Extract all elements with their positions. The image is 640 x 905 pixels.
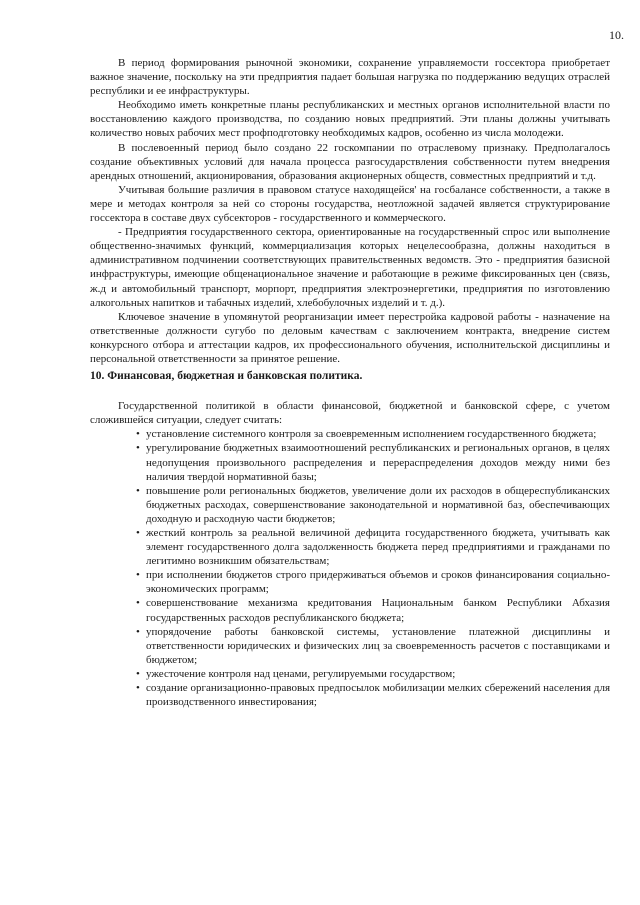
policy-list	[90, 427, 610, 709]
list-item: • жесткий контроль за реальной величиной дефицита государственного бюджета, учитывать как элемент государственного долга задолженность бюджета перед предприятиями и гражданами по легитимно возникшим обязательствам;	[146, 526, 610, 568]
page-number: 10.	[609, 28, 624, 42]
list-item: • при исполнении бюджетов строго придерживаться объемов и сроков финансирования социально-экономических программ;	[146, 568, 610, 596]
list-item: • совершенствование механизма кредитования Национальным банком Республики Абхазия государственных расходов республиканского бюджета;	[146, 596, 610, 624]
paragraph-personnel-reform: Ключевое значение в упомянутой реорганизации имеет перестройка кадровой работы - назначение на ответственные должности сугубо по деловым качествам с заключением контракта, внедрение систем конкурсного отбора и аттестации кадров, их профессионального обучения, исполнительской дисциплины и персональной ответственности за принятое решение.	[90, 310, 610, 365]
list-item: • урегулирование бюджетных взаимоотношений республиканских и региональных органов, в целях недопущения произвольного распределения и перераспределения доходов между ними без наличия твердой нормативной базы;	[146, 441, 610, 483]
paragraph-postwar-companies: В послевоенный период было создано 22 госкомпании по отраслевому признаку. Предполагалось создание объективных условий для начала процесса разгосударствления собственности путем внедрения арендных отношений, акционирования, образования акционерных обществ, совместных предприятий и т.д.	[90, 141, 610, 182]
list-item: • упорядочение работы банковской системы, установление платежной дисциплины и ответственности юридических и физических лиц за своевременность расчетов с поставщиками и бюджетом;	[146, 625, 610, 667]
section-heading: 10. Финансовая, бюджетная и банковская политика.	[90, 370, 363, 383]
list-item: • ужесточение контроля над ценами, регулируемыми государством;	[146, 667, 610, 681]
paragraph-state-enterprises: - Предприятия государственного сектора, ориентированные на государственный спрос или выполнение общественно-значимых функций, коммерциализация которых нецелесообразна, должны находиться в административном подчинении соответствующих правительственных ведомств. Это - предприятия базисной инфраструктуры, имеющие общенациональное значение и работающие в режиме фиксированных цен (связь, ж.д и автомобильный транспорт, морпорт, предприятия электроэнергетики, предприятия по изготовлению алкогольных напитков и табачных изделий, хлебобулочных изделий и т. д.).	[90, 226, 610, 309]
list-item: • повышение роли региональных бюджетов, увеличение доли их расходов в общереспубликанских бюджетных расходах, совершенствование законодательной и нормативной баз, обеспечивающих доходную и расходную части бюджетов;	[146, 484, 610, 526]
paragraph-gossector-management: В период формирования рыночной экономики, сохранение управляемости госсектора приобретает важное значение, поскольку на эти предприятия падает большая нагрузка по поддержанию ведущих отраслей республики и ее инфраструктуры.	[90, 57, 610, 98]
document-body	[90, 56, 610, 709]
paragraph-legal-status: Учитывая большие различия в правовом статусе находящейся' на госбалансе собственности, а также в мере и методах контроля за ней со стороны государства, неотложной задачей является структурирование госсектора в составе двух субсекторов - государственного и коммерческого.	[90, 183, 610, 225]
paragraph-recovery-plans: Необходимо иметь конкретные планы республиканских и местных органов исполнительной власти по восстановлению каждого производства, по созданию новых предприятий. Эти планы должны учитывать количество новых рабочих мест профподготовку необходимых кадров, особенно из числа молодежи.	[90, 99, 610, 140]
list-item: • установление системного контроля за своевременным исполнением государственного бюджета;	[146, 427, 610, 441]
list-item: • создание организационно-правовых предпосылок мобилизации мелких сбережений населения для производственного инвестирования;	[146, 681, 610, 709]
lead-paragraph: Государственной политикой в области финансовой, бюджетной и банковской сфере, с учетом сложившейся ситуации, следует считать:	[90, 400, 610, 427]
